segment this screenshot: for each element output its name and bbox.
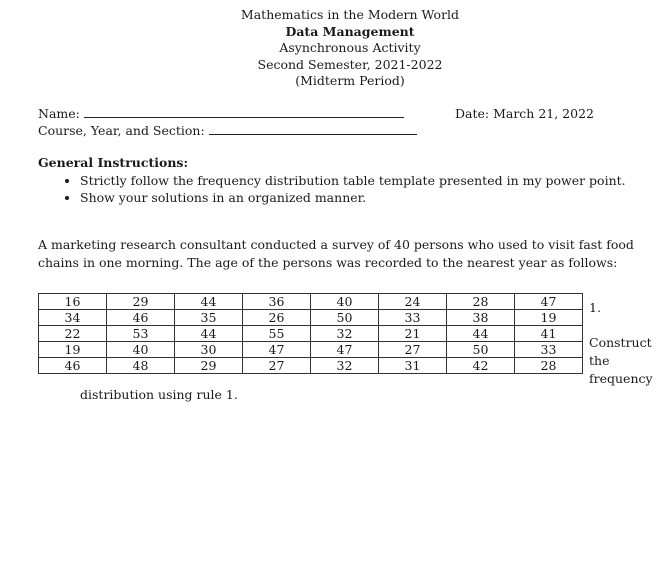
table-cell: 46 [107, 310, 175, 326]
course-row [38, 123, 417, 138]
table-cell: 29 [107, 294, 175, 310]
table-cell: 28 [515, 358, 583, 374]
table-row [39, 326, 583, 342]
age-data-table [38, 293, 583, 374]
table-cell: 33 [515, 342, 583, 358]
table-cell: 35 [175, 310, 243, 326]
table-cell: 48 [107, 358, 175, 374]
table-cell: 44 [175, 326, 243, 342]
activity-title: Asynchronous Activity [279, 40, 421, 55]
task-number: 1. [589, 300, 601, 315]
table-cell: 19 [515, 310, 583, 326]
table-row [39, 310, 583, 326]
document-header [0, 7, 660, 90]
table-cell: 27 [243, 358, 311, 374]
table-cell: 27 [379, 342, 447, 358]
topic-title: Data Management [285, 23, 415, 39]
table-cell: 36 [243, 294, 311, 310]
table-cell: 47 [311, 342, 379, 358]
table-cell: 31 [379, 358, 447, 374]
table-cell: 30 [175, 342, 243, 358]
task-word-the: the [589, 353, 610, 368]
table-cell: 34 [39, 310, 107, 326]
date-label: Date: March 21, 2022 [455, 106, 594, 121]
table-cell: 40 [311, 294, 379, 310]
instructions-list [40, 172, 626, 206]
table-cell: 21 [379, 326, 447, 342]
table-row [39, 358, 583, 374]
table-cell: 22 [39, 326, 107, 342]
table-cell: 42 [447, 358, 515, 374]
instructions-heading: General Instructions: [38, 155, 189, 170]
instruction-item: • Strictly follow the frequency distribution table template presented in my power point. [80, 172, 626, 189]
table-cell: 33 [379, 310, 447, 326]
table-row [39, 342, 583, 358]
table-row [39, 294, 583, 310]
course-label: Course, Year, and Section: [38, 123, 205, 138]
table-cell: 50 [447, 342, 515, 358]
task-word-construct: Construct [589, 335, 652, 350]
table-cell: 53 [107, 326, 175, 342]
semester-title: Second Semester, 2021-2022 [257, 56, 443, 72]
instruction-item: • Show your solutions in an organized manner. [80, 189, 626, 206]
table-cell: 38 [447, 310, 515, 326]
table-cell: 40 [107, 342, 175, 358]
table-cell: 44 [447, 326, 515, 342]
table-cell: 32 [311, 326, 379, 342]
table-cell: 47 [243, 342, 311, 358]
task-word-frequency: frequency [589, 371, 653, 386]
table-cell: 55 [243, 326, 311, 342]
course-line[interactable] [209, 134, 417, 135]
table-cell: 50 [311, 310, 379, 326]
table-cell: 41 [515, 326, 583, 342]
name-label: Name: [38, 106, 80, 121]
table-cell: 47 [515, 294, 583, 310]
problem-statement: A marketing research consultant conducted a survey of 40 persons who used to visit fast food chains in one morning. The age of the persons was recorded to the nearest year as follows: [38, 237, 634, 270]
table-cell: 29 [175, 358, 243, 374]
table-cell: 44 [175, 294, 243, 310]
period-title: (Midterm Period) [295, 73, 405, 88]
table-cell: 28 [447, 294, 515, 310]
table-cell: 24 [379, 294, 447, 310]
table-cell: 26 [243, 310, 311, 326]
table-cell: 19 [39, 342, 107, 358]
table-cell: 16 [39, 294, 107, 310]
name-row [38, 106, 404, 121]
table-cell: 46 [39, 358, 107, 374]
table-cell: 32 [311, 358, 379, 374]
course-title: Mathematics in the Modern World [240, 7, 460, 22]
name-line[interactable] [84, 117, 404, 118]
task-continuation: distribution using rule 1. [80, 387, 238, 402]
